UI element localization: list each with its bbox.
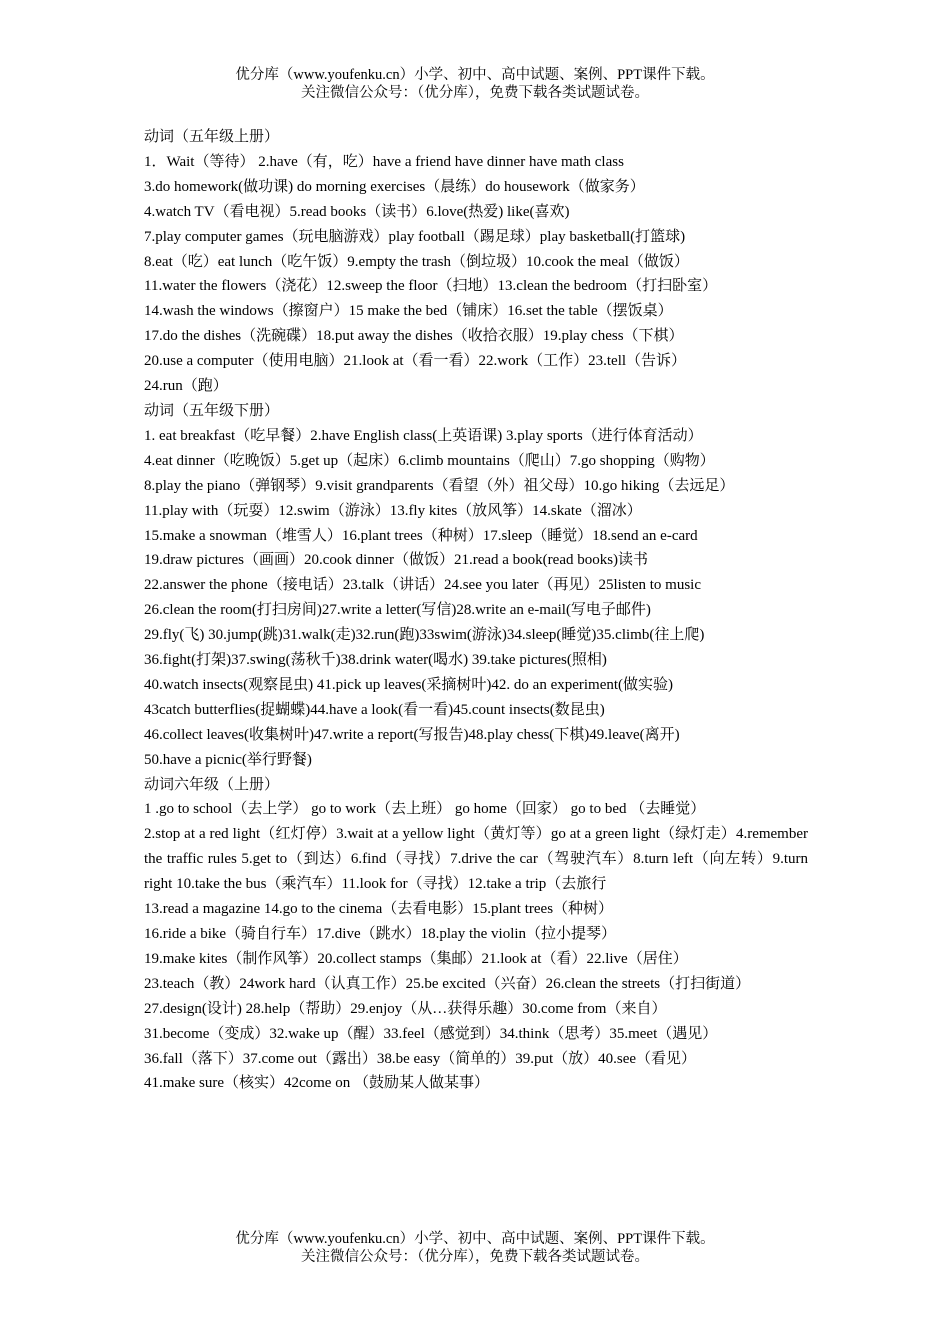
text-line: 24.run（跑） [144, 378, 228, 395]
text-line: 11.water the flowers（浇花）12.sweep the floor（扫地）13.clean the bedroom（打扫卧室） [144, 278, 718, 295]
section-title-grade5-vol1: 动词（五年级上册） [144, 129, 280, 145]
text-paragraph: 2.stop at a red light（红灯停）3.wait at a yellow light（黄灯等）go at a green light（绿灯走）4.remember the traffic rules 5.get to（到达）6.find（寻找）7.drive the car（驾驶汽车）8.turn left（向左转）9.turn right 10.take the bus（乘汽车）11.look for（寻找）12.take a trip（去旅行 [144, 826, 808, 893]
text-line: 1. eat breakfast（吃早餐）2.have English class(上英语课) 3.play sports（进行体育活动） [144, 427, 703, 444]
text-line: 15.make a snowman（堆雪人）16.plant trees（种树）17.sleep（睡觉）18.send an e-card [144, 527, 698, 544]
text-line: 17.do the dishes（洗碗碟）18.put away the dishes（收拾衣服）19.play chess（下棋） [144, 328, 684, 345]
text-line: 19.make kites（制作风筝）20.collect stamps（集邮）21.look at（看）22.live（居住） [144, 950, 688, 967]
text-line: 8.play the piano（弹钢琴）9.visit grandparents（看望（外）祖父母）10.go hiking（去远足） [144, 477, 735, 494]
text-line: 20.use a computer（使用电脑）21.look at（看一看）22.work（工作）23.tell（告诉） [144, 353, 687, 370]
text-line: 46.collect leaves(收集树叶)47.write a report(写报告)48.play chess(下棋)49.leave(离开) [144, 726, 680, 743]
header-line-2: 关注微信公众号：（优分库），免费下载各类试题试卷。 [301, 85, 649, 101]
text-line: 29.fly(飞) 30.jump(跳)31.walk(走)32.run(跑)33swim(游泳)34.sleep(睡觉)35.climb(往上爬) [144, 627, 705, 644]
footer-line-1: 优分库（www.youfenku.cn）小学、初中、高中试题、案例、PPT课件下载。 [235, 1231, 715, 1247]
footer-line-2: 关注微信公众号：（优分库），免费下载各类试题试卷。 [301, 1249, 649, 1265]
text-line: 40.watch insects(观察昆虫) 41.pick up leaves(采摘树叶)42. do an experiment(做实验) [144, 676, 674, 693]
text-line: 41.make sure（核实）42come on （鼓励某人做某事） [144, 1075, 489, 1092]
page-footer [0, 1230, 950, 1266]
text-paragraph: 23.teach（教）24work hard（认真工作）25.be excited（兴奋）26.clean the streets（打扫街道） [144, 975, 751, 992]
text-line: 7.play computer games（玩电脑游戏）play football（踢足球）play basketball(打篮球) [144, 228, 686, 245]
text-line: 36.fight(打架)37.swing(荡秋千)38.drink water(喝水) 39.take pictures(照相) [144, 652, 607, 669]
text-line: 3.do homework(做功课) do morning exercises（晨练）do housework（做家务） [144, 178, 645, 195]
text-line: 8.eat（吃）eat lunch（吃午饭）9.empty the trash（倒垃圾）10.cook the meal（做饭） [144, 253, 689, 270]
text-line: 26.clean the room(打扫房间)27.write a letter(写信)28.write an e-mail(写电子邮件) [144, 602, 651, 619]
text-line: 43catch butterflies(捉蝴蝶)44.have a look(看一看)45.count insects(数昆虫) [144, 701, 605, 718]
section-title-grade6-vol1: 动词六年级（上册） [144, 776, 280, 793]
text-line: 50.have a picnic(举行野餐) [144, 751, 312, 768]
text-line: 4.eat dinner（吃晚饭）5.get up（起床）6.climb mountains（爬山）7.go shopping（购物） [144, 452, 715, 469]
text-line: 1 .go to school（去上学） go to work（去上班） go home（回家） go to bed （去睡觉） [144, 801, 706, 818]
text-line: 4.watch TV（看电视）5.read books（读书）6.love(热爱) like(喜欢) [144, 203, 570, 220]
text-line: 31.become（变成）32.wake up（醒）33.feel（感觉到）34.think（思考）35.meet（遇见） [144, 1025, 718, 1042]
text-line: 22.answer the phone（接电话）23.talk（讲话）24.see you later（再见）25listen to music [144, 577, 702, 594]
text-line: 36.fall（落下）37.come out（露出）38.be easy（简单的）39.put（放）40.see（看见） [144, 1050, 697, 1067]
section-title-grade5-vol2: 动词（五年级下册） [144, 402, 280, 419]
page-header [0, 66, 950, 102]
text-line: 16.ride a bike（骑自行车）17.dive（跳水）18.play the violin（拉小提琴） [144, 926, 617, 942]
text-line: 13.read a magazine 14.go to the cinema（去看电影）15.plant trees（种树） [144, 901, 614, 918]
text-line: 1．Wait（等待） 2.have（有，吃）have a friend have dinner have math class [144, 153, 624, 170]
header-line-1: 优分库（www.youfenku.cn）小学、初中、高中试题、案例、PPT课件下载。 [235, 67, 715, 83]
text-line: 27.design(设计) 28.help（帮助）29.enjoy（从…获得乐趣）30.come from（来自） [144, 1000, 667, 1017]
text-line: 14.wash the windows（擦窗户）15 make the bed（铺床）16.set the table（摆饭桌） [144, 303, 673, 320]
document-body [144, 125, 808, 1096]
text-line: 11.play with（玩耍）12.swim（游泳）13.fly kites（放风筝）14.skate（溜冰） [144, 502, 642, 519]
text-line: 19.draw pictures（画画）20.cook dinner（做饭）21.read a book(read books)读书 [144, 552, 649, 569]
